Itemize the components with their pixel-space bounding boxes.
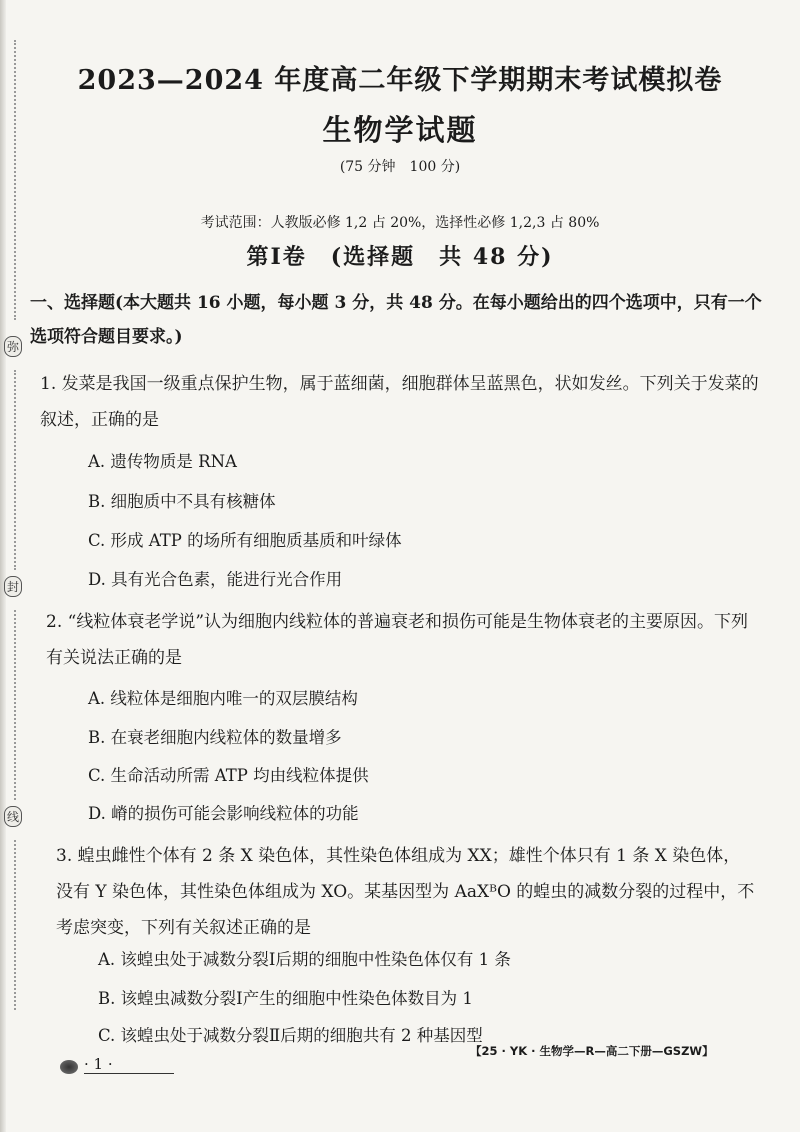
option-a: A. 线粒体是细胞内唯一的双层膜结构 [88, 689, 358, 708]
option-c: C. 该蝗虫处于减数分裂Ⅱ后期的细胞共有 2 种基因型 [98, 1026, 483, 1045]
stamp-icon [60, 1060, 78, 1074]
question-stem: 1. 发菜是我国一级重点保护生物，属于蓝细菌，细胞群体呈蓝黑色，状如发丝。下列关于发菜的叙述，正确的是 [40, 374, 759, 430]
question-stem: 2. “线粒体衰老学说”认为细胞内线粒体的普遍衰老和损伤可能是生物体衰老的主要原因。下列有关说法正确的是 [46, 612, 749, 668]
binding-line [14, 370, 18, 570]
binding-line [14, 610, 18, 800]
option-a: A. 遗传物质是 RNA [88, 452, 237, 471]
footer-code: 【25 · YK · 生物学—R—高二下册—GSZW】 [470, 1044, 714, 1058]
margin-seal-mark: 线 [4, 806, 22, 827]
margin-seal-mark: 弥 [4, 336, 22, 357]
option-d: D. 嵴的损伤可能会影响线粒体的功能 [88, 804, 359, 823]
time-score: (75 分钟 100 分) [339, 159, 461, 175]
section-instruction: 一、选择题(本大题共 16 小题，每小题 3 分，共 48 分。在每小题给出的四个选项中，只有一个选项符合题目要求。) [30, 293, 762, 347]
option-c: C. 形成 ATP 的场所有细胞质基质和叶绿体 [88, 531, 402, 550]
option-b: B. 该蝗虫减数分裂Ⅰ产生的细胞中性染色体数目为 1 [98, 989, 473, 1008]
question-stem: 3. 蝗虫雌性个体有 2 条 X 染色体，其性染色体组成为 XX；雄性个体只有 1 条 X 染色体，没有 Y 染色体，其性染色体组成为 XO。某基因型为 AaXᴮO 的蝗虫的减数分裂的过程中，不考虑突变，下列有关叙述正确的是 [56, 846, 755, 938]
exam-title: 2023—2024 年度高二年级下学期期末考试模拟卷 [77, 65, 723, 96]
page-number: · 1 · [84, 1055, 174, 1074]
binding-line [14, 840, 18, 1010]
option-c: C. 生命活动所需 ATP 均由线粒体提供 [88, 766, 369, 785]
option-b: B. 细胞质中不具有核糖体 [88, 492, 276, 511]
option-a: A. 该蝗虫处于减数分裂Ⅰ后期的细胞中性染色体仅有 1 条 [98, 950, 511, 969]
subject-title: 生物学试题 [322, 113, 478, 147]
option-b: B. 在衰老细胞内线粒体的数量增多 [88, 728, 342, 747]
exam-scope: 考试范围：人教版必修 1,2 占 20%，选择性必修 1,2,3 占 80% [200, 215, 600, 231]
volume-heading: 第Ⅰ卷 (选择题 共 48 分) [246, 244, 554, 270]
margin-seal-mark: 封 [4, 576, 22, 597]
option-d: D. 具有光合色素，能进行光合作用 [88, 570, 343, 589]
